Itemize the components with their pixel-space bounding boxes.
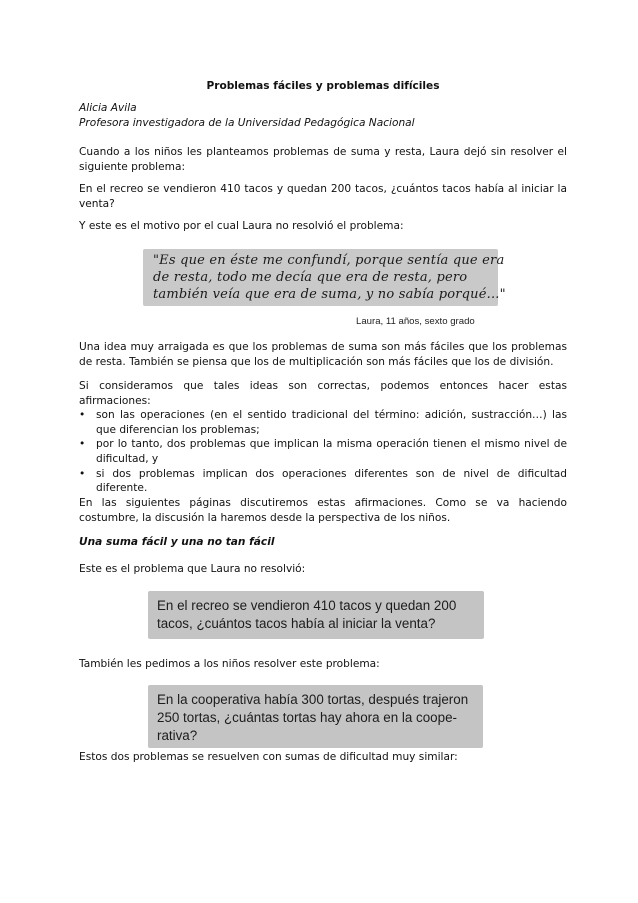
reason-paragraph: Y este es el motivo por el cual Laura no resolvió el problema: [79,220,404,232]
handwritten-line-3: también veía que era de suma, y no sabía porqué..." [153,287,506,302]
handwritten-line-1: "Es que en éste me confundí, porque sentía que era [153,253,505,268]
list-item-text: si dos problemas implican dos operaciones diferentes son de nivel de dificultad diferente. [96,467,567,495]
author-name: Alicia Avila [79,102,137,114]
affirmations-list [79,408,567,496]
also-asked-paragraph: También les pedimos a los niños resolver este problema: [79,658,380,670]
list-item [79,467,567,496]
problem-paragraph: En el recreo se vendieron 410 tacos y quedan 200 tacos, ¿cuántos tacos había al iniciar la venta? [79,183,567,210]
bullet-icon: • [79,438,86,451]
list-item-text: son las operaciones (en el sentido tradicional del término: adición, sustracción…) las que diferencian los problemas; [96,409,567,436]
boxed-problem-2 [148,685,483,748]
author-affiliation: Profesora investigadora de la Universidad Pedagógica Nacional [79,116,415,129]
handwritten-line-2: de resta, todo me decía que era de resta, pero [153,270,468,285]
handwritten-quote-image [143,249,506,306]
list-item-text: por lo tanto, dos problemas que implican la misma operación tienen el mismo nivel de dificultad, y [96,438,567,465]
laura-problem-paragraph: Este es el problema que Laura no resolvió: [79,563,306,575]
list-item [79,437,567,466]
boxed-problem-1-line-1: En el recreo se vendieron 410 tacos y quedan 200 [157,598,457,613]
bullet-icon: • [79,467,86,480]
document-title: Problemas fáciles y problemas difíciles [206,80,440,92]
list-item [79,408,567,437]
boxed-problem-1 [148,591,484,639]
next-pages-paragraph: En las siguientes páginas discutiremos estas afirmaciones. Como se va haciendo costumbre, la discusión la haremos desde la perspectiva de los niños. [79,497,567,524]
idea-paragraph: Una idea muy arraigada es que los problemas de suma son más fáciles que los problemas de resta. También se piensa que los de multiplicación son más fáciles que los de división. [79,341,567,368]
boxed-problem-1-line-2: tacos, ¿cuántos tacos había al iniciar la venta? [157,616,436,631]
both-solved-paragraph: Estos dos problemas se resuelven con sumas de dificultad muy similar: [79,751,458,763]
handwritten-caption: Laura, 11 años, sexto grado [356,316,475,327]
boxed-problem-2-line-2: 250 tortas, ¿cuántas tortas hay ahora en la coope- [157,710,457,725]
section-heading: Una suma fácil y una no tan fácil [79,536,275,548]
intro-paragraph: Cuando a los niños les planteamos problemas de suma y resta, Laura dejó sin resolver el siguiente problema: [79,146,567,173]
boxed-problem-2-line-3: rativa? [157,728,198,743]
bullet-icon: • [79,409,86,422]
boxed-problem-2-line-1: En la cooperativa había 300 tortas, después trajeron [157,692,469,707]
consider-paragraph: Si consideramos que tales ideas son correctas, podemos entonces hacer estas afirmaciones: [79,380,567,407]
